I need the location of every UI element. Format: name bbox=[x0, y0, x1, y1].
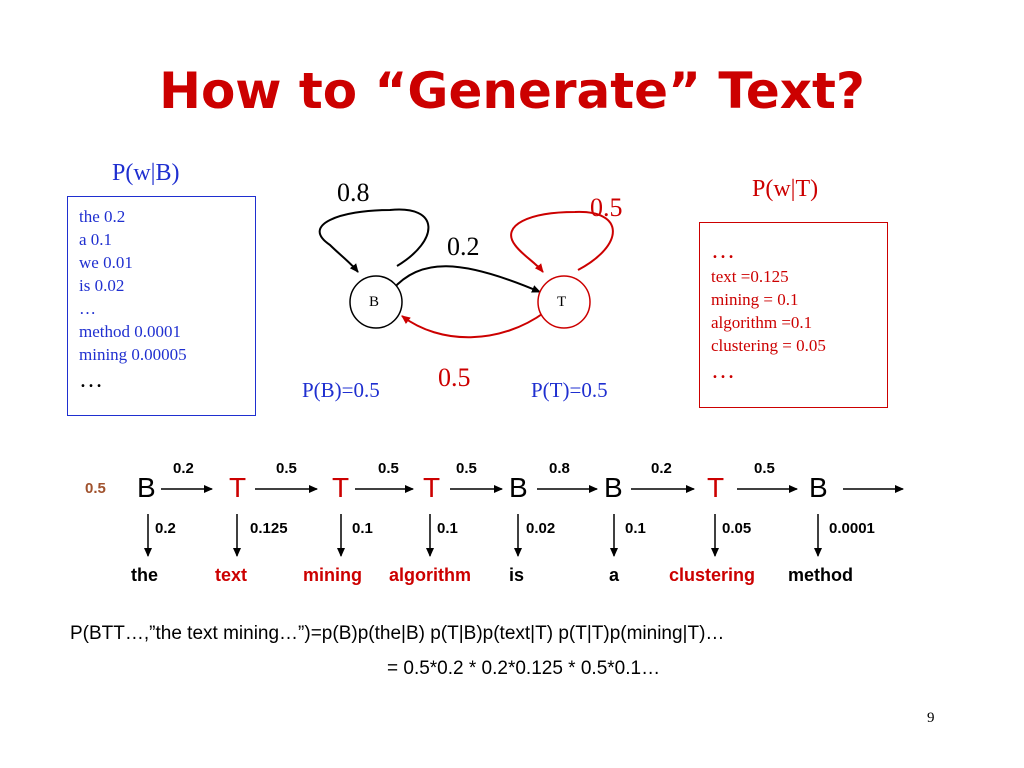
seq-transition-prob: 0.2 bbox=[651, 460, 672, 477]
seq-emission-prob: 0.1 bbox=[437, 520, 458, 537]
seq-state: T bbox=[423, 472, 441, 503]
seq-emission-prob: 0.1 bbox=[625, 520, 646, 537]
seq-word: method bbox=[788, 565, 853, 585]
seq-emission-prob: 0.0001 bbox=[829, 520, 875, 537]
seq-emission-prob: 0.02 bbox=[526, 520, 556, 537]
topic-entry: clustering = 0.05 bbox=[711, 336, 826, 355]
formula-line-1: P(BTT…,”the text mining…”)=p(B)p(the|B) p(T|B)p(text|T) p(T|T)p(mining|T)… bbox=[70, 623, 725, 644]
background-entry: the 0.2 bbox=[79, 207, 126, 226]
topic-leading-ellipsis: … bbox=[711, 238, 735, 264]
b-self-loop-prob: 0.8 bbox=[337, 178, 370, 207]
seq-state: B bbox=[604, 472, 623, 503]
seq-transition-prob: 0.5 bbox=[378, 460, 399, 477]
b-to-t-prob: 0.2 bbox=[447, 232, 480, 261]
seq-transition-prob: 0.5 bbox=[456, 460, 477, 477]
seq-word: text bbox=[215, 565, 248, 585]
seq-emission-prob: 0.2 bbox=[155, 520, 176, 537]
seq-state: B bbox=[509, 472, 528, 503]
background-entry: mining 0.00005 bbox=[79, 345, 187, 364]
b-to-t-arrow bbox=[392, 266, 540, 292]
seq-transition-prob: 0.5 bbox=[754, 460, 775, 477]
background-ellipsis: … bbox=[79, 367, 103, 393]
background-entry: is 0.02 bbox=[79, 276, 125, 295]
background-entry: method 0.0001 bbox=[79, 322, 181, 341]
seq-transition-prob: 0.5 bbox=[276, 460, 297, 477]
seq-word: algorithm bbox=[389, 565, 472, 585]
background-entry: we 0.01 bbox=[79, 253, 133, 272]
topic-trailing-ellipsis: … bbox=[711, 358, 735, 384]
seq-state: B bbox=[137, 472, 156, 503]
seq-word: clustering bbox=[669, 565, 756, 585]
seq-word: mining bbox=[303, 565, 362, 585]
seq-state: T bbox=[332, 472, 350, 503]
seq-word: the bbox=[131, 565, 158, 585]
t-self-loop-prob: 0.5 bbox=[590, 193, 623, 222]
background-entry: … bbox=[79, 299, 96, 318]
seq-transition-prob: 0.8 bbox=[549, 460, 570, 477]
seq-start-prob: 0.5 bbox=[85, 480, 106, 497]
seq-state: T bbox=[707, 472, 725, 503]
state-b-label: B bbox=[369, 294, 380, 310]
prior-t: P(T)=0.5 bbox=[531, 378, 608, 402]
topic-entry: algorithm =0.1 bbox=[711, 313, 813, 332]
prior-b: P(B)=0.5 bbox=[302, 378, 380, 402]
topic-model-label: P(w|T) bbox=[752, 176, 819, 202]
t-to-b-arrow bbox=[402, 312, 545, 337]
state-t-label: T bbox=[557, 294, 567, 310]
page-number: 9 bbox=[927, 710, 935, 726]
seq-transition-prob: 0.2 bbox=[173, 460, 194, 477]
seq-state: B bbox=[809, 472, 828, 503]
background-model-label: P(w|B) bbox=[112, 160, 180, 186]
formula-line-2: = 0.5*0.2 * 0.2*0.125 * 0.5*0.1… bbox=[387, 658, 661, 679]
topic-entry: text =0.125 bbox=[711, 267, 789, 286]
seq-state: T bbox=[229, 472, 247, 503]
seq-word: is bbox=[509, 565, 525, 585]
seq-emission-prob: 0.05 bbox=[722, 520, 752, 537]
b-self-loop-arrow bbox=[320, 210, 429, 272]
background-entry: a 0.1 bbox=[79, 230, 113, 249]
seq-word: a bbox=[609, 565, 620, 585]
seq-emission-prob: 0.1 bbox=[352, 520, 373, 537]
seq-emission-prob: 0.125 bbox=[250, 520, 288, 537]
topic-entry: mining = 0.1 bbox=[711, 290, 799, 309]
slide-title: How to “Generate” Text? bbox=[159, 62, 865, 120]
t-to-b-prob: 0.5 bbox=[438, 363, 471, 392]
